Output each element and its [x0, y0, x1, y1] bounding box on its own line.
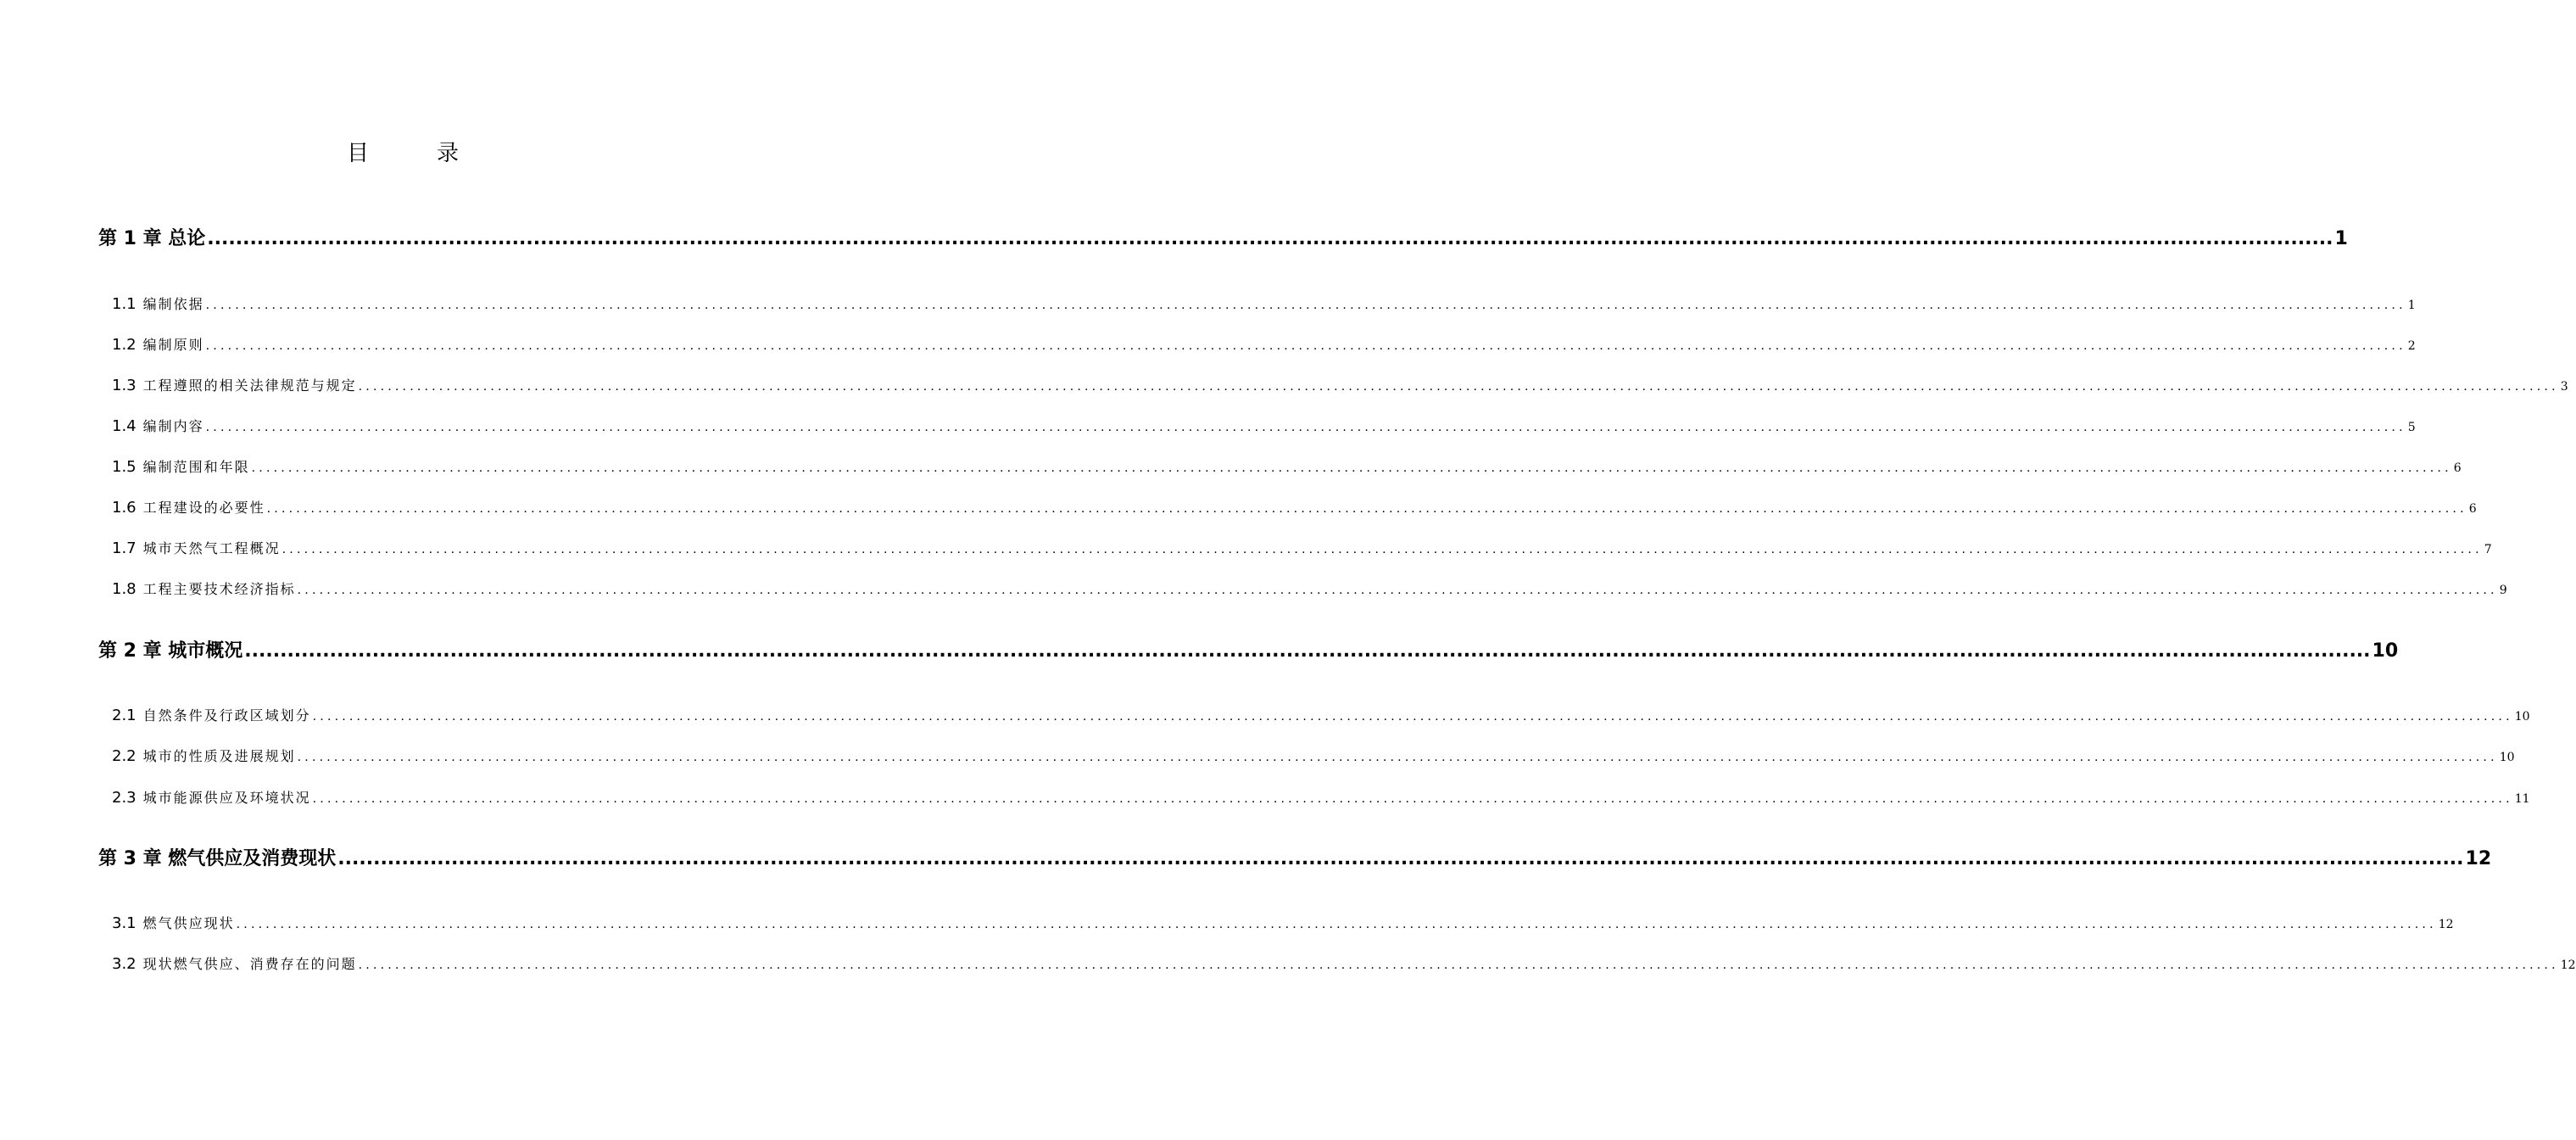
toc-title-left: 目 — [346, 141, 369, 166]
toc-section-1-7[interactable] — [112, 538, 2492, 557]
section-page-number: 7 — [2484, 543, 2492, 556]
leader-dots: ............................................................................................................................................................................................................................................................................................................ — [282, 543, 2483, 556]
section-page-number: 5 — [2407, 421, 2416, 434]
section-number: 1.5 — [112, 458, 137, 476]
toc-chapter-2[interactable] — [98, 636, 2399, 662]
section-page-number: 9 — [2499, 584, 2507, 597]
chapter-page-number: 1 — [2334, 228, 2348, 249]
section-page-number: 11 — [2514, 792, 2530, 806]
chapter-label: 第 1 章 总论 — [98, 228, 206, 249]
leader-dots: ............................................................................................................................................................................................................................................................................................................ — [205, 421, 2406, 434]
chapter-label: 第 3 章 燃气供应及消费现状 — [98, 848, 337, 869]
leader-dots: ............................................................................................................................................................................................................................................................................................................ — [244, 640, 2371, 662]
section-page-number: 2 — [2407, 339, 2416, 353]
leader-dots: ............................................................................................................................................................................................................................................................................................................ — [251, 461, 2452, 475]
leader-dots: ............................................................................................................................................................................................................................................................................................................ — [297, 584, 2498, 597]
toc-chapter-1[interactable] — [98, 224, 2348, 250]
toc-section-1-3[interactable] — [112, 375, 2568, 394]
section-number: 3.2 — [112, 955, 137, 973]
toc-section-1-1[interactable] — [112, 293, 2416, 313]
toc-section-2-1[interactable] — [112, 705, 2530, 724]
section-page-number: 6 — [2468, 502, 2477, 516]
toc-title-right: 录 — [437, 141, 460, 166]
section-number: 1.1 — [112, 295, 137, 313]
toc-section-1-4[interactable] — [112, 416, 2416, 435]
leader-dots: ............................................................................................................................................................................................................................................................................................................ — [205, 299, 2406, 312]
toc-section-3-2[interactable] — [112, 953, 2576, 973]
section-title: 工程主要技术经济指标 — [142, 581, 296, 597]
section-title: 编制内容 — [142, 418, 204, 434]
section-number: 2.3 — [112, 789, 137, 807]
chapter-page-number: 12 — [2465, 848, 2492, 869]
section-number: 1.7 — [112, 539, 137, 557]
section-title: 城市能源供应及环境状况 — [142, 790, 311, 806]
section-page-number: 12 — [2560, 958, 2576, 972]
toc-section-2-2[interactable] — [112, 746, 2515, 765]
section-number: 2.2 — [112, 747, 137, 765]
section-number: 1.6 — [112, 499, 137, 517]
toc-section-2-3[interactable] — [112, 787, 2530, 807]
chapter-label: 第 2 章 城市概况 — [98, 640, 243, 662]
section-title: 工程建设的必要性 — [142, 500, 265, 516]
leader-dots: ............................................................................................................................................................................................................................................................................................................ — [266, 502, 2467, 516]
section-title: 现状燃气供应、消费存在的问题 — [142, 956, 357, 972]
leader-dots: ............................................................................................................................................................................................................................................................................................................ — [312, 792, 2513, 806]
section-title: 城市天然气工程概况 — [142, 540, 281, 556]
leader-dots: ............................................................................................................................................................................................................................................................................................................ — [358, 380, 2559, 394]
section-page-number: 1 — [2407, 299, 2416, 312]
section-page-number: 10 — [2514, 710, 2530, 724]
toc-section-1-5[interactable] — [112, 456, 2462, 476]
toc-title — [0, 136, 806, 167]
leader-dots: ............................................................................................................................................................................................................................................................................................................ — [312, 710, 2513, 724]
toc-section-1-6[interactable] — [112, 497, 2477, 517]
section-number: 2.1 — [112, 707, 137, 724]
section-title: 编制范围和年限 — [142, 459, 250, 475]
section-title: 自然条件及行政区域划分 — [142, 707, 311, 724]
leader-dots: ............................................................................................................................................................................................................................................................................................................ — [358, 958, 2559, 972]
leader-dots: ............................................................................................................................................................................................................................................................................................................ — [205, 339, 2406, 353]
leader-dots: ............................................................................................................................................................................................................................................................................................................ — [236, 918, 2437, 931]
leader-dots: ............................................................................................................................................................................................................................................................................................................ — [297, 751, 2498, 764]
section-page-number: 10 — [2499, 751, 2515, 764]
toc-section-3-1[interactable] — [112, 913, 2454, 932]
leader-dots: ............................................................................................................................................................................................................................................................................................................ — [207, 228, 2333, 249]
section-title: 工程遵照的相关法律规范与规定 — [142, 377, 357, 394]
section-title: 编制依据 — [142, 296, 204, 312]
section-number: 1.8 — [112, 580, 137, 598]
section-title: 燃气供应现状 — [142, 915, 235, 931]
section-page-number: 6 — [2453, 461, 2462, 475]
toc-chapter-3[interactable] — [98, 844, 2492, 870]
leader-dots: ............................................................................................................................................................................................................................................................................................................ — [337, 848, 2464, 869]
toc-section-1-2[interactable] — [112, 334, 2416, 354]
section-number: 1.3 — [112, 377, 137, 394]
section-number: 1.2 — [112, 336, 137, 354]
chapter-page-number: 10 — [2372, 640, 2399, 662]
section-page-number: 3 — [2560, 380, 2568, 394]
section-number: 1.4 — [112, 417, 137, 435]
section-title: 编制原则 — [142, 337, 204, 353]
toc-section-1-8[interactable] — [112, 578, 2507, 598]
section-title: 城市的性质及进展规划 — [142, 748, 296, 764]
section-page-number: 12 — [2438, 918, 2454, 931]
section-number: 3.1 — [112, 914, 137, 932]
